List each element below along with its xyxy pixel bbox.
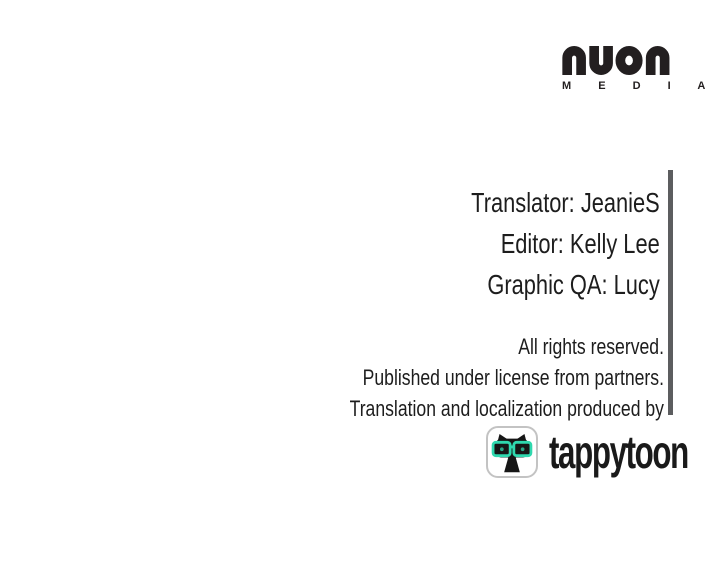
credit-line-graphic-qa: Graphic QA: Lucy — [487, 269, 660, 300]
legal-line-produced-by: Translation and localization produced by — [349, 396, 664, 421]
legal-line-license: Published under license from partners. — [362, 365, 664, 390]
tappytoon-cat-icon — [486, 426, 538, 478]
credit-line-editor: Editor: Kelly Lee — [500, 228, 660, 259]
nuon-media-logo — [562, 46, 718, 92]
credit-line-translator: Translator: JeanieS — [471, 187, 660, 218]
cat-with-glasses-icon — [488, 428, 536, 476]
credits-block — [471, 182, 660, 305]
legal-block — [350, 331, 664, 424]
nuon-media-label: M E D I A — [562, 80, 718, 92]
tappytoon-logo — [486, 425, 720, 479]
legal-line-rights: All rights reserved. — [518, 334, 664, 359]
tappytoon-wordmark: tappytoon — [549, 426, 688, 478]
nuon-wordmark-icon — [562, 46, 670, 75]
divider-bar — [668, 170, 673, 415]
